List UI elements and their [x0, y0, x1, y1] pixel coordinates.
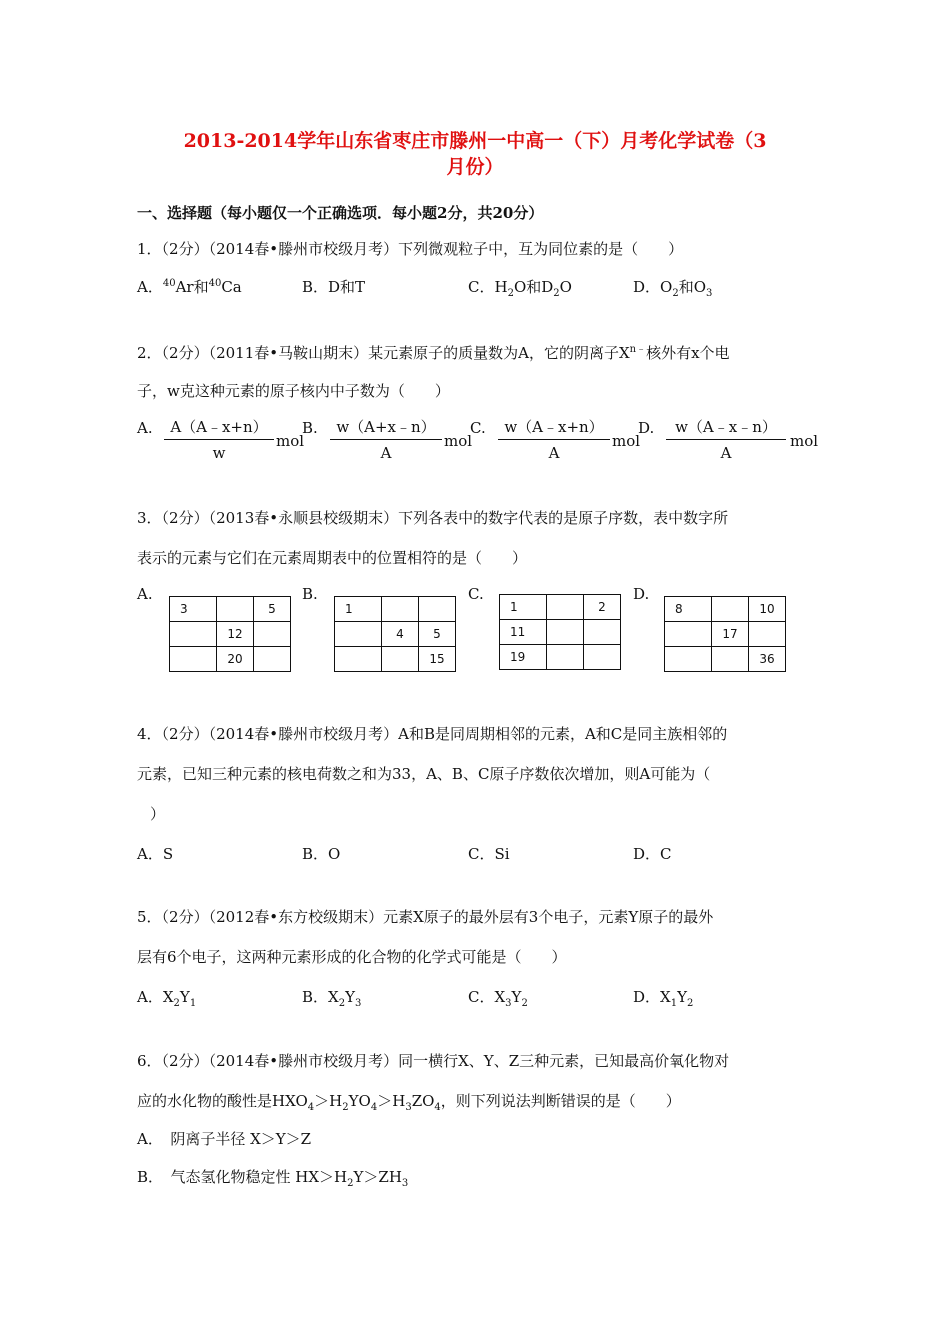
q1-option-d: D．$O_2$和$O_3$: [633, 278, 713, 299]
q5-option-b: B．$X_2Y_3$: [302, 988, 362, 1009]
q2-option-b-label: B.: [302, 419, 318, 437]
q2-stem-line2: 子，w克这种元素的原子核内中子数为（ ）: [137, 382, 450, 400]
q4-stem-line2: 元素，已知三种元素的核电荷数之和为33，A、B、C原子序数依次增加，则A可能为（: [137, 765, 711, 783]
q5-option-d: D．$X_1Y_2$: [633, 988, 694, 1009]
q1-stem: 1．（2分）（2014春•滕州市校级月考）下列微观粒子中，互为同位素的是（ ）: [137, 240, 684, 258]
q1-option-a: A．$^{40}$Ar和$^{40}$Ca: [137, 278, 242, 296]
q6-option-b: B． 气态氢化物稳定性 $HX>H_2Y>ZH_3$: [137, 1168, 409, 1189]
q2-option-a-label: A.: [137, 419, 153, 437]
q4-stem-line1: 4．（2分）（2014春•滕州市校级月考）A和B是同周期相邻的元素，A和C是同主族相邻的: [137, 725, 728, 743]
q3-table-c: 1 2 11 19: [499, 594, 621, 670]
q6-stem-line1: 6．（2分）（2014春•滕州市校级月考）同一横行X、Y、Z三种元素，已知最高价氧化物对: [137, 1052, 730, 1070]
q2-option-a-fraction: $\frac{A(A﹣x+n)}{w}$: [164, 416, 274, 462]
q4-stem-line3: ）: [150, 805, 166, 823]
q2-option-c-fraction: $\frac{w(A﹣x+n)}{A}$: [498, 416, 610, 462]
q3-option-d-label: D.: [633, 585, 650, 603]
q3-table-d: 8 10 17 36: [664, 596, 786, 672]
q4-option-d: D．C: [633, 845, 672, 863]
q3-option-a-label: A.: [137, 585, 153, 603]
q2-option-d-unit: mol: [790, 432, 819, 450]
q2-option-c-unit: mol: [612, 432, 641, 450]
q2-option-b-unit: mol: [444, 432, 473, 450]
q2-option-c-label: C.: [470, 419, 486, 437]
q2-stem-line1: 2．（2分）（2011春•马鞍山期末）某元素原子的质量数为A，它的阴离子$X^{n﹣}$核外有x个电: [137, 344, 730, 362]
q3-option-c-label: C.: [468, 585, 484, 603]
q5-option-a: A．$X_2Y_1$: [137, 988, 197, 1009]
q1-option-b: B．D和T: [302, 278, 366, 296]
section-heading: 一、选择题（每小题仅一个正确选项．每小题2分，共20分）: [137, 204, 544, 222]
q4-option-b: B．O: [302, 845, 341, 863]
q2-option-b-fraction: $\frac{w(A+x﹣n)}{A}$: [330, 416, 442, 462]
q2-option-d-fraction: $\frac{w(A﹣x﹣n)}{A}$: [666, 416, 786, 462]
q3-option-b-label: B.: [302, 585, 318, 603]
q5-stem-line1: 5．（2分）（2012春•东方校级期末）元素X原子的最外层有3个电子，元素Y原子的最外: [137, 908, 714, 926]
q2-option-a-unit: mol: [276, 432, 305, 450]
q6-option-a: A． 阴离子半径 X＞Y＞Z: [137, 1130, 312, 1148]
q3-stem-line1: 3．（2分）（2013春•永顺县校级期末）下列各表中的数字代表的是原子序数，表中数字所: [137, 509, 729, 527]
q5-stem-line2: 层有6个电子，这两种元素形成的化合物的化学式可能是（ ）: [137, 948, 567, 966]
q4-option-a: A．S: [137, 845, 174, 863]
q3-table-b: 1 4 5 15: [334, 596, 456, 672]
q3-stem-line2: 表示的元素与它们在元素周期表中的位置相符的是（ ）: [137, 549, 528, 567]
page-title-line1: 2013-2014学年山东省枣庄市滕州一中高一（下）月考化学试卷（3: [183, 130, 767, 152]
page-title-line2: 月份）: [446, 156, 504, 178]
q2-option-d-label: D.: [638, 419, 655, 437]
q5-option-c: C．$X_3Y_2$: [468, 988, 528, 1009]
q4-option-c: C．Si: [468, 845, 510, 863]
q1-option-c: C．$H_2O$和$D_2O$: [468, 278, 572, 299]
q3-table-a: 3 5 12 20: [169, 596, 291, 672]
q6-stem-line2: 应的水化物的酸性是$HXO_4>H_2YO_4>H_3ZO_4$，则下列说法判断错误的是（ ）: [137, 1092, 681, 1113]
